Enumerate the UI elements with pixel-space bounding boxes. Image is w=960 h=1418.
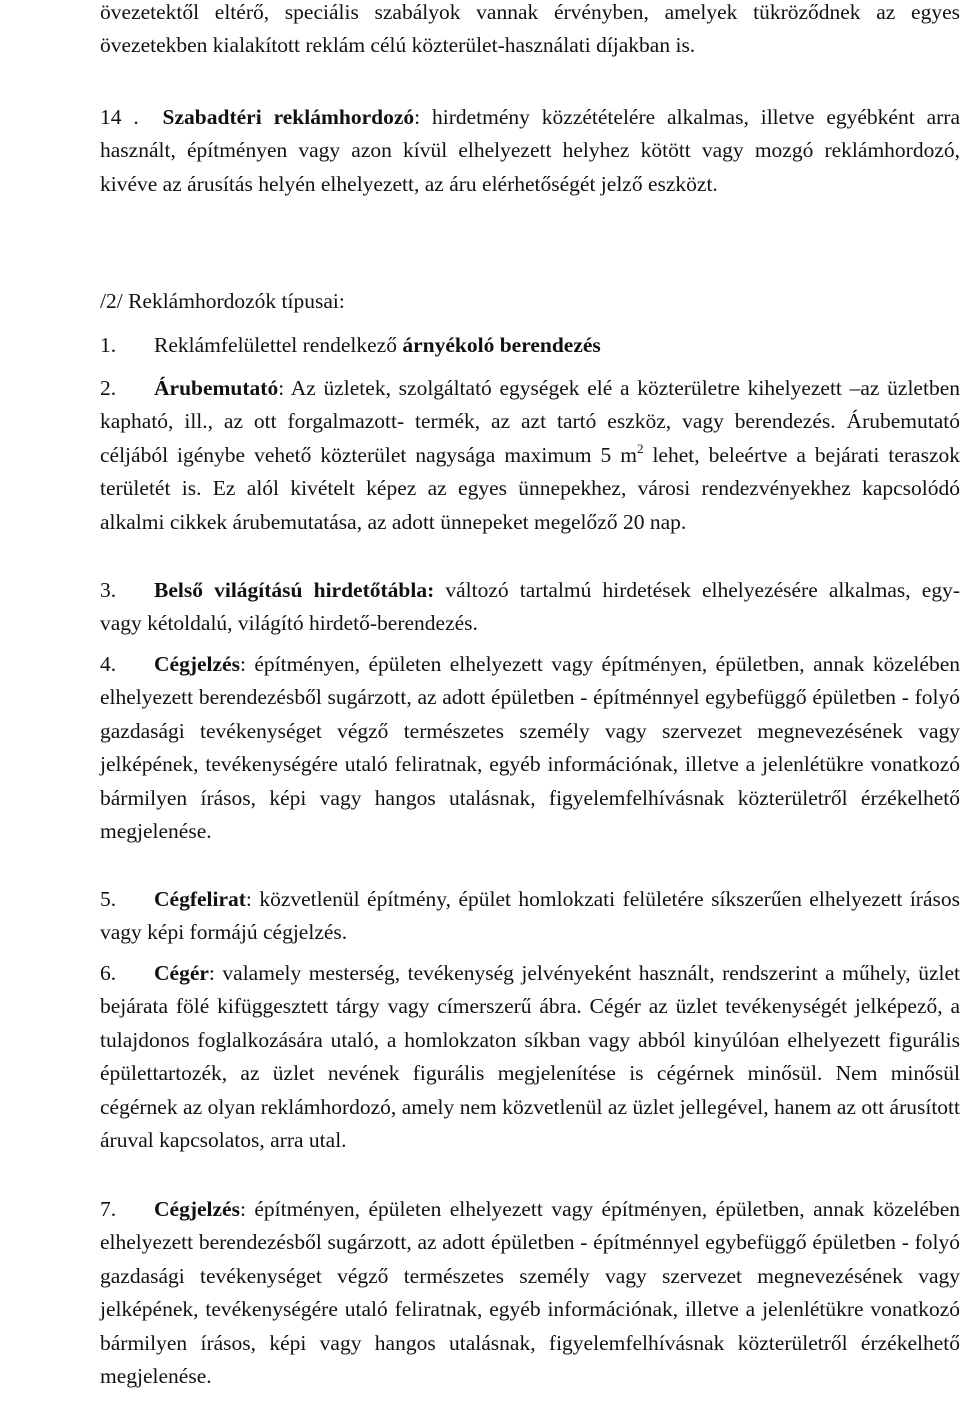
list-item-1 (100, 329, 960, 362)
list-item-text: : közvetlenül építmény, épület homlokzati felületére síkszerűen elhelyezett írásos vagy képi formájú cégjelzés. (100, 887, 960, 945)
section-heading: /2/ Reklámhordozók típusai: (100, 289, 345, 313)
superscript: 2 (636, 440, 644, 456)
list-item-7 (100, 1193, 960, 1393)
list-item-number: 4. (100, 652, 117, 676)
list-item-6 (100, 957, 960, 1157)
intro-paragraph: övezetektől eltérő, speciális szabályok vannak érvényben, amelyek tükröződnek az egyes övezetekben kialakított reklám célú közterület-használati díjakban is. (100, 0, 960, 58)
list-item-pre: Reklámfelülettel rendelkező (154, 333, 403, 357)
list-item-term: Cégér (154, 961, 209, 985)
list-item-number: 3. (100, 578, 117, 602)
list-item-2 (100, 372, 960, 539)
definition-14-paragraph (100, 101, 960, 201)
definition-14-text: : hirdetmény közzétételére alkalmas, illetve egyébként arra használt, építményen vagy azon kívül elhelyezett helyhez kötött vagy mozgó reklámhordozó, kivéve az árusítás helyén elhelyezett, az áru elérhetőségét jelző eszközt. (100, 105, 960, 196)
list-item-number: 7. (100, 1197, 117, 1221)
list-item-term: Cégfelirat (154, 887, 246, 911)
list-item-3 (100, 574, 960, 641)
list-item-term: Árubemutató (154, 376, 279, 400)
list-item-term: árnyékoló berendezés (402, 333, 601, 357)
list-item-5 (100, 883, 960, 950)
list-item-number: 5. (100, 887, 117, 911)
list-item-text: : építményen, épületen elhelyezett vagy építményen, épületben, annak közelében elhelyezett berendezésből sugárzott, az adott épületben - építménnyel egybefüggő épületben - folyó gazdasági tevékenységet végző természetes személy vagy szervezet megnevezésének vagy jelképének, tevékenységére utaló feliratnak, egyéb információnak, illetve a jelenlétükre vonatkozó bármilyen írásos, képi vagy hangos utalásnak, figyelemfelhívásnak közterületről érzékelhető megjelenése. (100, 652, 960, 844)
list-item-number: 1. (100, 333, 117, 357)
list-item-number: 6. (100, 961, 117, 985)
list-item-4 (100, 648, 960, 848)
list-item-text-cont: lehet, beleértve a bejárati teraszok területét is. Ez alól kivételt képez az egyes ünnepekhez, városi rendezvényekhez kapcsolódó alkalmi cikkek árubemutatása, az adott ünnepeket megelőző 20 nap. (100, 442, 960, 534)
definition-14-term: Szabadtéri reklámhordozó (162, 105, 415, 129)
definition-14-number: 14 . (100, 105, 139, 129)
list-item-term: Belső világítású hirdetőtábla: (154, 578, 435, 602)
list-item-term: Cégjelzés (154, 652, 240, 676)
list-item-text: : építményen, épületen elhelyezett vagy építményen, épületben, annak közelében elhelyezett berendezésből sugárzott, az adott épületben - építménnyel egybefüggő épületben - folyó gazdasági tevékenységet végző természetes személy vagy szervezet megnevezésének vagy jelképének, tevékenységére utaló feliratnak, egyéb információnak, illetve a jelenlétükre vonatkozó bármilyen írásos, képi vagy hangos utalásnak, figyelemfelhívásnak közterületről érzékelhető megjelenése. (100, 1197, 960, 1389)
list-item-text: : Az üzletek, szolgáltató egységek elé a közterületre kihelyezett –az üzletben kapható, ill., az ott forgalmazott- termék, az azt tartó eszköz, vagy berendezés. Árubemutató céljából igénybe vehető közterület nagysága maximum 5 m (100, 376, 960, 467)
list-item-text: : valamely mesterség, tevékenység jelvényeként használt, rendszerint a műhely, üzlet bejárata fölé kifüggesztett tárgy vagy címerszerű ábra. Cégér az üzlet tevékenységét jelképező, a tulajdonos foglalkozására utaló, a homlokzaton síkban vagy abból kinyúlóan elhelyezett figurális épülettartozék, az üzlet nevének figurális megjelenítése is cégérnek minősül. Nem minősül cégérnek az olyan reklámhordozó, amely nem közvetlenül az üzlet jellegével, hanem az ott árusított áruval kapcsolatos, arra utal. (100, 961, 960, 1153)
list-item-number: 2. (100, 376, 117, 400)
list-item-text: változó tartalmú hirdetések elhelyezésére alkalmas, egy- vagy kétoldalú, világító hirdető-berendezés. (100, 578, 960, 636)
list-item-term: Cégjelzés (154, 1197, 240, 1221)
